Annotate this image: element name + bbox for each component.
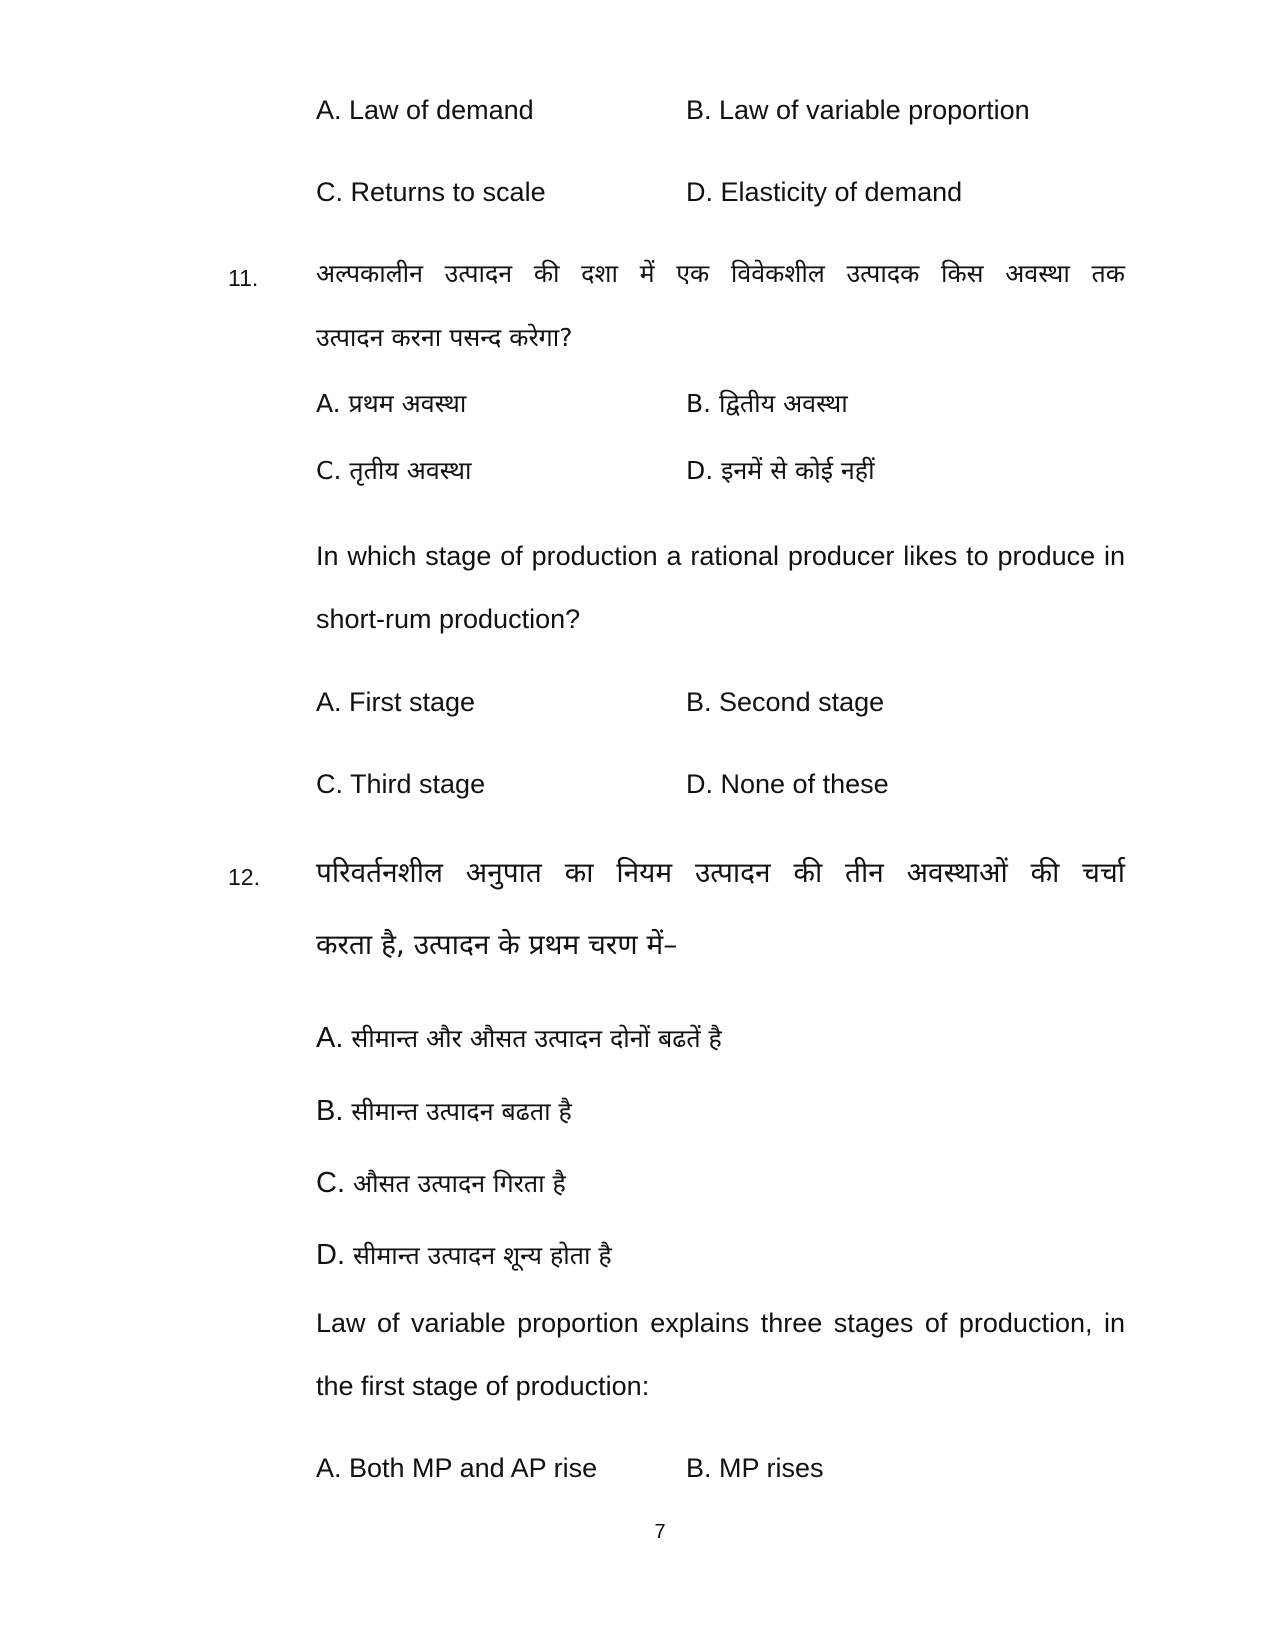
page-number: 7 bbox=[654, 1521, 666, 1543]
option-text: औसत उत्पादन गिरता है bbox=[345, 1169, 566, 1198]
option-letter: C. bbox=[316, 1167, 345, 1199]
q11-english-option-a: A. First stage bbox=[316, 687, 476, 717]
q10-option-d: D. Elasticity of demand bbox=[686, 177, 963, 207]
q11-english-option-c: C. Third stage bbox=[316, 769, 486, 799]
q12-english-question-line1: Law of variable proportion explains three stages of production, in bbox=[316, 1308, 1125, 1338]
q11-english-question-line2: short-rum production? bbox=[316, 604, 581, 634]
q11-english-question-line1: In which stage of production a rational producer likes to produce in bbox=[316, 541, 1125, 571]
q11-hindi-question-line2: उत्पादन करना पसन्द करेगा? bbox=[316, 323, 573, 352]
option-text: सीमान्त उत्पादन शून्य होता है bbox=[345, 1241, 612, 1270]
q11-hindi-option-a: A. प्रथम अवस्था bbox=[316, 389, 467, 418]
q10-option-a: A. Law of demand bbox=[316, 95, 534, 125]
q11-number: 11. bbox=[228, 265, 259, 291]
q12-english-question-line2: the first stage of production: bbox=[316, 1371, 650, 1401]
option-letter: A. bbox=[316, 1022, 344, 1054]
option-text: सीमान्त और औसत उत्पादन दोनों बढतें है bbox=[343, 1024, 722, 1053]
q12-hindi-question-line2: करता है, उत्पादन के प्रथम चरण में– bbox=[316, 928, 678, 961]
q11-hindi-question-line1: अल्पकालीन उत्पादन की दशा में एक विवेकशील उत्पादक किस अवस्था तक bbox=[316, 259, 1125, 288]
option-letter: B. bbox=[316, 1095, 344, 1127]
q12-english-option-a: A. Both MP and AP rise bbox=[316, 1453, 598, 1483]
q11-english-option-d: D. None of these bbox=[686, 769, 889, 799]
q11-hindi-option-d: D. इनमें से कोई नहीं bbox=[686, 456, 875, 485]
option-letter: D. bbox=[316, 1239, 345, 1271]
q12-english-option-b: B. MP rises bbox=[686, 1453, 824, 1483]
q10-option-c: C. Returns to scale bbox=[316, 177, 546, 207]
q12-hindi-option-d bbox=[316, 1239, 612, 1272]
q11-hindi-option-b: B. द्वितीय अवस्था bbox=[686, 389, 848, 418]
option-text: सीमान्त उत्पादन बढता है bbox=[343, 1097, 572, 1126]
q11-hindi-option-c: C. तृतीय अवस्था bbox=[316, 456, 472, 485]
q12-hindi-option-c bbox=[316, 1167, 566, 1200]
q12-hindi-option-a bbox=[316, 1022, 722, 1055]
q12-hindi-question-line1: परिवर्तनशील अनुपात का नियम उत्पादन की तीन अवस्थाओं की चर्चा bbox=[316, 856, 1125, 889]
q10-option-b: B. Law of variable proportion bbox=[686, 95, 1030, 125]
q11-english-option-b: B. Second stage bbox=[686, 687, 885, 717]
q12-number: 12. bbox=[228, 864, 260, 890]
q12-hindi-option-b bbox=[316, 1095, 572, 1128]
